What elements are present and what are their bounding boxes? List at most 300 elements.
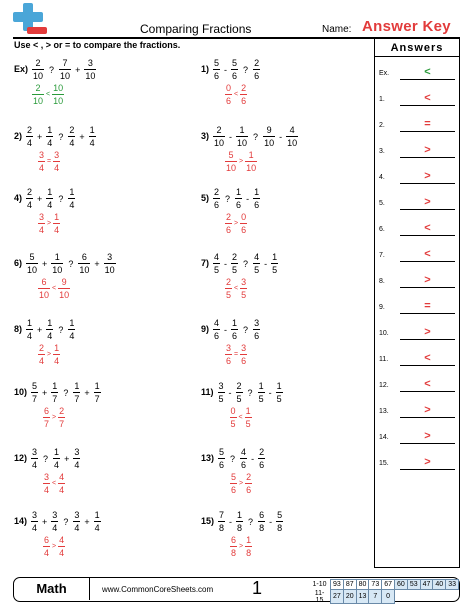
footer xyxy=(13,577,460,602)
problem-number: 15) xyxy=(201,516,215,526)
fraction: $\frac{4}{6}$ xyxy=(241,447,247,470)
problem-number: 6) xyxy=(14,258,23,268)
fraction: $\frac{6}{8}$ xyxy=(231,535,237,558)
operator: + xyxy=(94,258,100,269)
fraction: $\frac{2}{5}$ xyxy=(226,277,232,300)
problem xyxy=(201,318,260,366)
answers-column xyxy=(374,39,460,568)
problem-number: 1) xyxy=(201,64,210,74)
fraction: $\frac{1}{6}$ xyxy=(254,187,260,210)
fraction: $\frac{2}{10}$ xyxy=(33,83,44,106)
score-cell: 87 xyxy=(343,580,356,590)
answer-number: 9. xyxy=(379,304,385,311)
compare-question-mark: ? xyxy=(58,193,64,204)
fraction: $\frac{1}{4}$ xyxy=(94,510,100,533)
expression xyxy=(213,318,260,341)
compare-question-mark: ? xyxy=(243,64,249,75)
fraction: $\frac{5}{7}$ xyxy=(32,381,38,404)
logo-plus-minus-icon xyxy=(13,3,47,33)
problem-number: 3) xyxy=(201,131,210,141)
solution xyxy=(32,83,96,106)
comparison-symbol: > xyxy=(239,480,244,487)
expression xyxy=(218,447,265,470)
fraction: $\frac{3}{6}$ xyxy=(254,318,260,341)
answer-number: 12. xyxy=(379,382,389,389)
comparison-symbol: < xyxy=(46,91,51,98)
answer-value: > xyxy=(424,326,431,338)
compare-question-mark: ? xyxy=(253,131,259,142)
operator: + xyxy=(79,131,85,142)
score-cell: 80 xyxy=(356,580,369,590)
answers-heading: Answers xyxy=(375,39,459,57)
fraction: $\frac{7}{8}$ xyxy=(219,510,225,533)
page-title: Comparing Fractions xyxy=(140,22,252,36)
problem xyxy=(14,381,101,429)
answer-value: > xyxy=(424,430,431,442)
answer-number: 3. xyxy=(379,148,385,155)
answer-line xyxy=(400,183,455,184)
expression xyxy=(218,381,283,404)
problem xyxy=(201,58,260,106)
fraction: $\frac{1}{5}$ xyxy=(258,381,264,404)
problem-number: 4) xyxy=(14,193,23,203)
fraction: $\frac{2}{6}$ xyxy=(246,472,252,495)
answer-row xyxy=(375,197,459,211)
answer-row xyxy=(375,119,459,133)
answer-value: > xyxy=(424,170,431,182)
fraction: $\frac{1}{7}$ xyxy=(52,381,58,404)
answer-number: 11. xyxy=(379,356,389,363)
operator: - xyxy=(269,516,273,527)
problem xyxy=(14,58,96,106)
problem-number: 11) xyxy=(201,387,214,397)
problem xyxy=(201,252,278,300)
score-cell: 40 xyxy=(433,580,446,590)
comparison-symbol: < xyxy=(52,285,57,292)
fraction: $\frac{5}{6}$ xyxy=(231,472,237,495)
solution xyxy=(225,150,298,173)
expression xyxy=(213,252,278,275)
subject-label: Math xyxy=(14,578,90,600)
compare-question-mark: ? xyxy=(247,387,253,398)
operator: + xyxy=(42,258,48,269)
fraction: $\frac{0}{5}$ xyxy=(230,406,236,429)
site-url: www.CommonCoreSheets.com xyxy=(102,585,214,594)
problem xyxy=(14,187,75,235)
page-number: 1 xyxy=(252,578,263,598)
fraction: $\frac{3}{6}$ xyxy=(241,343,247,366)
fraction: $\frac{10}{10}$ xyxy=(53,83,64,106)
problem-number: 12) xyxy=(14,453,28,463)
solution xyxy=(225,212,260,235)
fraction: $\frac{3}{5}$ xyxy=(241,277,247,300)
score-cell: 33 xyxy=(446,580,459,590)
answer-line xyxy=(400,417,455,418)
fraction: $\frac{3}{4}$ xyxy=(52,510,58,533)
operator: + xyxy=(37,324,43,335)
problem xyxy=(201,510,283,558)
fraction: $\frac{3}{4}$ xyxy=(39,150,45,173)
answer-row xyxy=(375,93,459,107)
answer-value: > xyxy=(424,274,431,286)
fraction: $\frac{1}{10}$ xyxy=(246,150,257,173)
fraction: $\frac{1}{6}$ xyxy=(236,187,242,210)
score-cell: 0 xyxy=(382,590,395,604)
answer-line xyxy=(400,443,455,444)
fraction: $\frac{1}{7}$ xyxy=(74,381,80,404)
fraction: $\frac{6}{8}$ xyxy=(259,510,265,533)
solution xyxy=(38,150,96,173)
comparison-symbol: = xyxy=(47,158,52,165)
operator: + xyxy=(84,516,90,527)
problem xyxy=(14,125,96,173)
compare-question-mark: ? xyxy=(248,516,254,527)
answer-line xyxy=(400,365,455,366)
compare-question-mark: ? xyxy=(63,387,69,398)
problem-number: 13) xyxy=(201,453,215,463)
answer-number: 8. xyxy=(379,278,385,285)
expression xyxy=(32,58,96,81)
score-cell: 93 xyxy=(331,580,344,590)
answer-number: 1. xyxy=(379,96,385,103)
answer-line xyxy=(400,79,455,80)
solution xyxy=(230,472,265,495)
operator: - xyxy=(268,387,272,398)
problem-number: 7) xyxy=(201,258,210,268)
problem-number: 5) xyxy=(201,193,210,203)
fraction: $\frac{1}{4}$ xyxy=(54,212,60,235)
compare-question-mark: ? xyxy=(63,516,69,527)
fraction: $\frac{2}{6}$ xyxy=(241,83,247,106)
fraction: $\frac{1}{6}$ xyxy=(232,318,238,341)
fraction: $\frac{1}{4}$ xyxy=(89,125,95,148)
operator: - xyxy=(229,131,233,142)
expression xyxy=(218,510,283,533)
expression xyxy=(213,125,298,148)
fraction: $\frac{2}{6}$ xyxy=(226,212,232,235)
solution xyxy=(38,343,75,366)
expression xyxy=(31,381,101,404)
problem xyxy=(201,447,265,495)
fraction: $\frac{1}{8}$ xyxy=(246,535,252,558)
answer-value: < xyxy=(424,92,431,104)
answer-number: 13. xyxy=(379,408,389,415)
fraction: $\frac{5}{6}$ xyxy=(232,58,238,81)
compare-question-mark: ? xyxy=(225,193,231,204)
fraction: $\frac{4}{5}$ xyxy=(254,252,260,275)
answer-line xyxy=(400,313,455,314)
fraction: $\frac{1}{5}$ xyxy=(276,381,282,404)
answer-value: = xyxy=(424,118,431,130)
fraction: $\frac{3}{4}$ xyxy=(39,212,45,235)
operator: - xyxy=(264,258,268,269)
solution xyxy=(225,83,260,106)
fraction: $\frac{1}{4}$ xyxy=(47,318,53,341)
answer-number: 14. xyxy=(379,434,389,441)
answer-number: 5. xyxy=(379,200,385,207)
fraction: $\frac{2}{4}$ xyxy=(27,187,33,210)
expression xyxy=(26,125,96,148)
compare-question-mark: ? xyxy=(243,324,249,335)
answer-row xyxy=(375,379,459,393)
compare-question-mark: ? xyxy=(68,258,74,269)
answer-line xyxy=(400,235,455,236)
fraction: $\frac{2}{4}$ xyxy=(27,125,33,148)
fraction: $\frac{4}{6}$ xyxy=(214,318,220,341)
problem-number: 10) xyxy=(14,387,28,397)
answer-row xyxy=(375,431,459,445)
answer-value: > xyxy=(424,196,431,208)
fraction: $\frac{3}{4}$ xyxy=(32,447,38,470)
fraction: $\frac{9}{10}$ xyxy=(59,277,70,300)
expression xyxy=(26,187,75,210)
operator: + xyxy=(37,193,43,204)
fraction: $\frac{2}{6}$ xyxy=(254,58,260,81)
fraction: $\frac{1}{10}$ xyxy=(52,252,63,275)
answer-line xyxy=(400,105,455,106)
answer-value: < xyxy=(424,66,431,78)
operator: - xyxy=(224,324,228,335)
operator: + xyxy=(42,387,48,398)
comparison-symbol: > xyxy=(239,543,244,550)
answer-row xyxy=(375,249,459,263)
score-cell: 60 xyxy=(395,580,408,590)
fraction: $\frac{3}{4}$ xyxy=(54,150,60,173)
problem xyxy=(201,187,260,235)
comparison-symbol: > xyxy=(47,351,52,358)
answer-row xyxy=(375,145,459,159)
score-range: 1-10 xyxy=(312,581,327,588)
fraction: $\frac{3}{10}$ xyxy=(104,252,115,275)
answer-line xyxy=(400,339,455,340)
operator: + xyxy=(37,131,43,142)
comparison-symbol: < xyxy=(238,414,243,421)
fraction: $\frac{3}{4}$ xyxy=(74,447,80,470)
problem xyxy=(201,381,283,429)
comparison-symbol: = xyxy=(234,351,239,358)
expression xyxy=(31,510,101,533)
solution xyxy=(43,535,101,558)
answer-row xyxy=(375,457,459,471)
fraction: $\frac{2}{10}$ xyxy=(214,125,225,148)
fraction: $\frac{6}{10}$ xyxy=(39,277,50,300)
fraction: $\frac{0}{6}$ xyxy=(226,83,232,106)
fraction: $\frac{1}{4}$ xyxy=(54,447,60,470)
answer-number: 4. xyxy=(379,174,385,181)
fraction: $\frac{3}{10}$ xyxy=(85,58,96,81)
score-cell: 73 xyxy=(369,580,382,590)
solution xyxy=(38,277,116,300)
compare-question-mark: ? xyxy=(49,64,55,75)
fraction: $\frac{9}{10}$ xyxy=(264,125,275,148)
score-cell: 13 xyxy=(356,590,369,604)
answer-line xyxy=(400,261,455,262)
compare-question-mark: ? xyxy=(58,131,64,142)
answer-line xyxy=(400,157,455,158)
fraction: $\frac{5}{6}$ xyxy=(219,447,225,470)
answer-value: < xyxy=(424,248,431,260)
fraction: $\frac{2}{4}$ xyxy=(69,125,75,148)
answer-number: 2. xyxy=(379,122,385,129)
fraction: $\frac{3}{5}$ xyxy=(218,381,224,404)
answer-value: < xyxy=(424,378,431,390)
fraction: $\frac{5}{10}$ xyxy=(27,252,38,275)
solution xyxy=(230,535,283,558)
solution xyxy=(225,343,260,366)
fraction: $\frac{3}{4}$ xyxy=(32,510,38,533)
solution xyxy=(43,406,101,429)
solution xyxy=(230,406,283,429)
answer-number: 6. xyxy=(379,226,385,233)
solution xyxy=(225,277,278,300)
answer-line xyxy=(400,469,455,470)
score-cell: 20 xyxy=(343,590,356,604)
expression xyxy=(213,187,260,210)
score-cell: 7 xyxy=(369,590,382,604)
comparison-symbol: > xyxy=(234,220,239,227)
fraction: $\frac{4}{4}$ xyxy=(59,472,65,495)
fraction: $\frac{3}{4}$ xyxy=(74,510,80,533)
operator: + xyxy=(84,387,90,398)
fraction: $\frac{1}{4}$ xyxy=(47,125,53,148)
answer-number: 7. xyxy=(379,252,385,259)
comparison-symbol: > xyxy=(52,414,57,421)
compare-question-mark: ? xyxy=(243,258,249,269)
answer-value: > xyxy=(424,456,431,468)
answer-row xyxy=(375,327,459,341)
answer-value: > xyxy=(424,404,431,416)
answer-line xyxy=(400,287,455,288)
operator: - xyxy=(224,258,228,269)
comparison-symbol: < xyxy=(234,91,239,98)
expression xyxy=(213,58,260,81)
operator: - xyxy=(229,516,233,527)
problem xyxy=(201,125,298,173)
problem-number: 2) xyxy=(14,131,23,141)
answer-row xyxy=(375,405,459,419)
score-cell: 67 xyxy=(382,580,395,590)
fraction: $\frac{1}{4}$ xyxy=(47,187,53,210)
problem-number: 9) xyxy=(201,324,210,334)
problem xyxy=(14,318,75,366)
fraction: $\frac{1}{4}$ xyxy=(27,318,33,341)
answer-row xyxy=(375,67,459,81)
fraction: $\frac{1}{4}$ xyxy=(69,318,75,341)
solution xyxy=(43,472,80,495)
fraction: $\frac{1}{7}$ xyxy=(94,381,100,404)
fraction: $\frac{7}{10}$ xyxy=(60,58,71,81)
fraction: $\frac{3}{4}$ xyxy=(44,472,50,495)
fraction: $\frac{1}{4}$ xyxy=(54,343,60,366)
fraction: $\frac{3}{6}$ xyxy=(226,343,232,366)
operator: - xyxy=(246,193,250,204)
score-table xyxy=(310,579,459,604)
fraction: $\frac{2}{6}$ xyxy=(259,447,265,470)
score-cell: 47 xyxy=(420,580,433,590)
comparison-symbol: < xyxy=(234,285,239,292)
fraction: $\frac{4}{10}$ xyxy=(287,125,298,148)
answer-number: 15. xyxy=(379,460,389,467)
score-row xyxy=(310,580,459,590)
fraction: $\frac{2}{6}$ xyxy=(214,187,220,210)
score-cell: 27 xyxy=(331,590,344,604)
operator: + xyxy=(75,64,81,75)
answer-number: 10. xyxy=(379,330,389,337)
problem-number: 8) xyxy=(14,324,23,334)
name-label: Name: xyxy=(322,24,352,35)
score-range: 11-15 xyxy=(314,589,325,604)
operator: - xyxy=(224,64,228,75)
fraction: $\frac{1}{10}$ xyxy=(237,125,248,148)
answer-line xyxy=(400,209,455,210)
problem xyxy=(14,447,80,495)
answer-value: < xyxy=(424,352,431,364)
fraction: $\frac{1}{4}$ xyxy=(69,187,75,210)
fraction: $\frac{1}{8}$ xyxy=(237,510,243,533)
answer-row xyxy=(375,275,459,289)
expression xyxy=(26,252,116,275)
solution xyxy=(38,212,75,235)
expression xyxy=(26,318,75,341)
compare-question-mark: ? xyxy=(230,453,236,464)
answer-line xyxy=(400,131,455,132)
answer-value: > xyxy=(424,144,431,156)
answer-row xyxy=(375,353,459,367)
operator: - xyxy=(279,131,283,142)
answer-key-label: Answer Key xyxy=(362,18,451,35)
fraction: $\frac{1}{5}$ xyxy=(272,252,278,275)
operator: + xyxy=(42,516,48,527)
answer-row xyxy=(375,171,459,185)
answer-row xyxy=(375,301,459,315)
answer-number: Ex. xyxy=(379,70,390,77)
comparison-symbol: > xyxy=(52,543,57,550)
answer-row xyxy=(375,223,459,237)
fraction: $\frac{6}{10}$ xyxy=(79,252,90,275)
instructions: Use < , > or = to compare the fractions. xyxy=(14,40,181,50)
fraction: $\frac{6}{7}$ xyxy=(44,406,50,429)
answer-line xyxy=(400,391,455,392)
compare-question-mark: ? xyxy=(58,324,64,335)
fraction: $\frac{1}{5}$ xyxy=(245,406,251,429)
compare-question-mark: ? xyxy=(43,453,49,464)
comparison-symbol: < xyxy=(52,480,57,487)
problem-number: Ex) xyxy=(14,64,29,74)
fraction: $\frac{2}{10}$ xyxy=(33,58,44,81)
operator: - xyxy=(228,387,232,398)
score-row xyxy=(310,590,459,604)
fraction: $\frac{5}{6}$ xyxy=(214,58,220,81)
fraction: $\frac{5}{8}$ xyxy=(277,510,283,533)
answer-value: < xyxy=(424,222,431,234)
fraction: $\frac{0}{6}$ xyxy=(241,212,247,235)
fraction: $\frac{2}{5}$ xyxy=(232,252,238,275)
operator: + xyxy=(64,453,70,464)
expression xyxy=(31,447,80,470)
fraction: $\frac{5}{10}$ xyxy=(226,150,237,173)
comparison-symbol: > xyxy=(47,220,52,227)
fraction: $\frac{2}{5}$ xyxy=(236,381,242,404)
problem xyxy=(14,510,101,558)
problem-number: 14) xyxy=(14,516,28,526)
problem xyxy=(14,252,116,300)
fraction: $\frac{6}{4}$ xyxy=(44,535,50,558)
fraction: $\frac{4}{5}$ xyxy=(214,252,220,275)
fraction: $\frac{4}{4}$ xyxy=(59,535,65,558)
answer-value: = xyxy=(424,300,431,312)
fraction: $\frac{2}{7}$ xyxy=(59,406,65,429)
comparison-symbol: > xyxy=(239,158,244,165)
